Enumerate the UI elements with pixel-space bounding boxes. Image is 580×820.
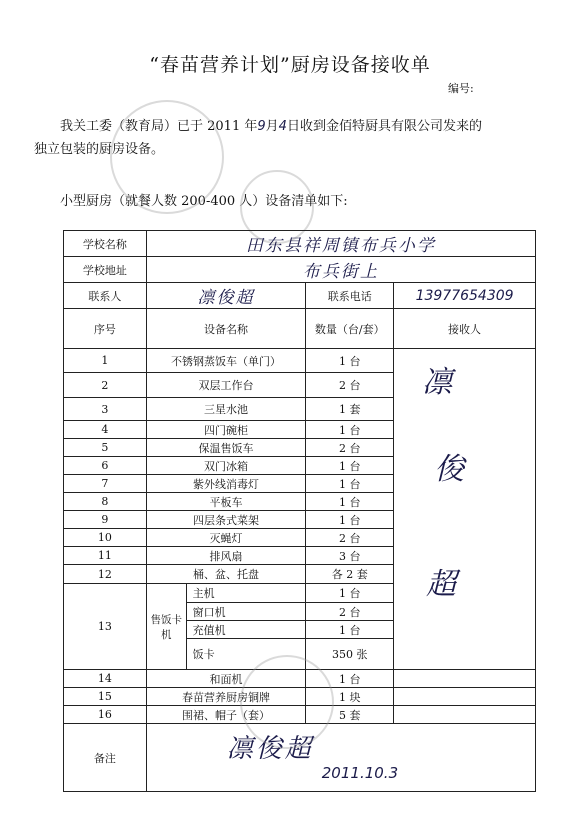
- document-title: “春苗营养计划”厨房设备接收单: [149, 54, 431, 76]
- number-label: 编号:: [448, 82, 474, 95]
- intro-day: 4: [278, 119, 287, 134]
- row13-item-name: 饭卡: [186, 639, 306, 670]
- row-no: 15: [64, 688, 147, 706]
- row-no: 3: [64, 398, 147, 421]
- intro-part2: 月: [265, 119, 279, 134]
- row-name: 围裙、帽子（套）: [146, 706, 306, 724]
- row-no: 7: [64, 475, 147, 493]
- row-name: 紫外线消毒灯: [146, 475, 306, 493]
- contact-value: 凛俊超: [146, 283, 306, 309]
- row-no: 8: [64, 493, 147, 511]
- school-address-value: 布兵街上: [146, 257, 535, 283]
- list-intro: 小型厨房（就餐人数 200-400 人）设备清单如下:: [60, 194, 348, 209]
- row-qty: 1 台: [306, 475, 394, 493]
- row-qty: 1 台: [306, 421, 394, 439]
- intro-part1: 我关工委（教育局）已于 2011 年: [60, 119, 258, 134]
- row-no: 11: [64, 547, 147, 565]
- row-no: 16: [64, 706, 147, 724]
- receiver-signature-cell: [394, 349, 536, 670]
- signature-date: 2011.10.3: [321, 764, 399, 782]
- row13-item-qty: 1 台: [306, 584, 394, 603]
- row-name: 灭蝇灯: [146, 529, 306, 547]
- row13-group: 售饭卡机: [146, 584, 186, 670]
- remarks-signature: 凛俊超: [226, 734, 314, 764]
- row-qty: 1 套: [306, 398, 394, 421]
- school-name-label: 学校名称: [64, 231, 147, 257]
- row-name: 双层工作台: [146, 373, 306, 398]
- phone-label: 联系电话: [306, 283, 394, 309]
- row-name: 春苗营养厨房铜牌: [146, 688, 306, 706]
- row-qty: 1 块: [306, 688, 394, 706]
- row-qty: 1 台: [306, 457, 394, 475]
- row-name: 平板车: [146, 493, 306, 511]
- receiver-empty-cell: [394, 706, 536, 724]
- row-qty: 2 台: [306, 439, 394, 457]
- row-no: 4: [64, 421, 147, 439]
- col-header-name: 设备名称: [146, 309, 306, 349]
- row-no: 2: [64, 373, 147, 398]
- school-address-label: 学校地址: [64, 257, 147, 283]
- row-no: 9: [64, 511, 147, 529]
- remarks-label: 备注: [64, 724, 147, 792]
- col-header-no: 序号: [64, 309, 147, 349]
- row-no: 14: [64, 670, 147, 688]
- col-header-qty: 数量（台/套）: [306, 309, 394, 349]
- intro-month: 9: [257, 119, 266, 134]
- receiver-signature-char-1: 凛: [422, 365, 453, 400]
- row-qty: 3 台: [306, 547, 394, 565]
- intro-line2: 独立包装的厨房设备。: [34, 142, 165, 157]
- school-name-value: 田东县祥周镇布兵小学: [146, 231, 535, 257]
- row-name: 双门冰箱: [146, 457, 306, 475]
- receiver-signature-char-3: 超: [426, 567, 457, 602]
- contact-label: 联系人: [64, 283, 147, 309]
- row-name: 不锈钢蒸饭车（单门）: [146, 349, 306, 373]
- receiver-empty-cell: [394, 688, 536, 706]
- row-name: 四层条式菜架: [146, 511, 306, 529]
- col-header-receiver: 接收人: [394, 309, 536, 349]
- row-name: 四门碗柜: [146, 421, 306, 439]
- row-name: 三星水池: [146, 398, 306, 421]
- row-no: 6: [64, 457, 147, 475]
- faded-stamp-bottom: [240, 655, 334, 749]
- row-name: 排风扇: [146, 547, 306, 565]
- row-no: 12: [64, 565, 147, 584]
- row-qty: 1 台: [306, 349, 394, 373]
- row13-no: 13: [64, 584, 147, 670]
- row-no: 1: [64, 349, 147, 373]
- row-qty: 1 台: [306, 493, 394, 511]
- row13-item-name: 充值机: [186, 621, 306, 639]
- row-qty: 1 台: [306, 511, 394, 529]
- row13-item-name: 窗口机: [186, 603, 306, 621]
- phone-value: 13977654309: [394, 283, 536, 309]
- row13-item-qty: 2 台: [306, 603, 394, 621]
- row-qty: 1 台: [306, 670, 394, 688]
- row13-item-name: 主机: [186, 584, 306, 603]
- row-no: 5: [64, 439, 147, 457]
- intro-part3: 日收到金佰特厨具有限公司发来的: [286, 119, 482, 134]
- row-qty: 2 台: [306, 373, 394, 398]
- row-qty: 5 套: [306, 706, 394, 724]
- row-name: 桶、盆、托盘: [146, 565, 306, 584]
- row13-item-qty: 350 张: [306, 639, 394, 670]
- row-qty: 各 2 套: [306, 565, 394, 584]
- row-name: 保温售饭车: [146, 439, 306, 457]
- remarks-cell: [146, 724, 535, 792]
- row-name: 和面机: [146, 670, 306, 688]
- row-no: 10: [64, 529, 147, 547]
- row13-item-qty: 1 台: [306, 621, 394, 639]
- receiver-signature-char-2: 俊: [434, 452, 465, 487]
- row-qty: 2 台: [306, 529, 394, 547]
- faded-stamp-left: [110, 100, 224, 214]
- receiver-empty-cell: [394, 670, 536, 688]
